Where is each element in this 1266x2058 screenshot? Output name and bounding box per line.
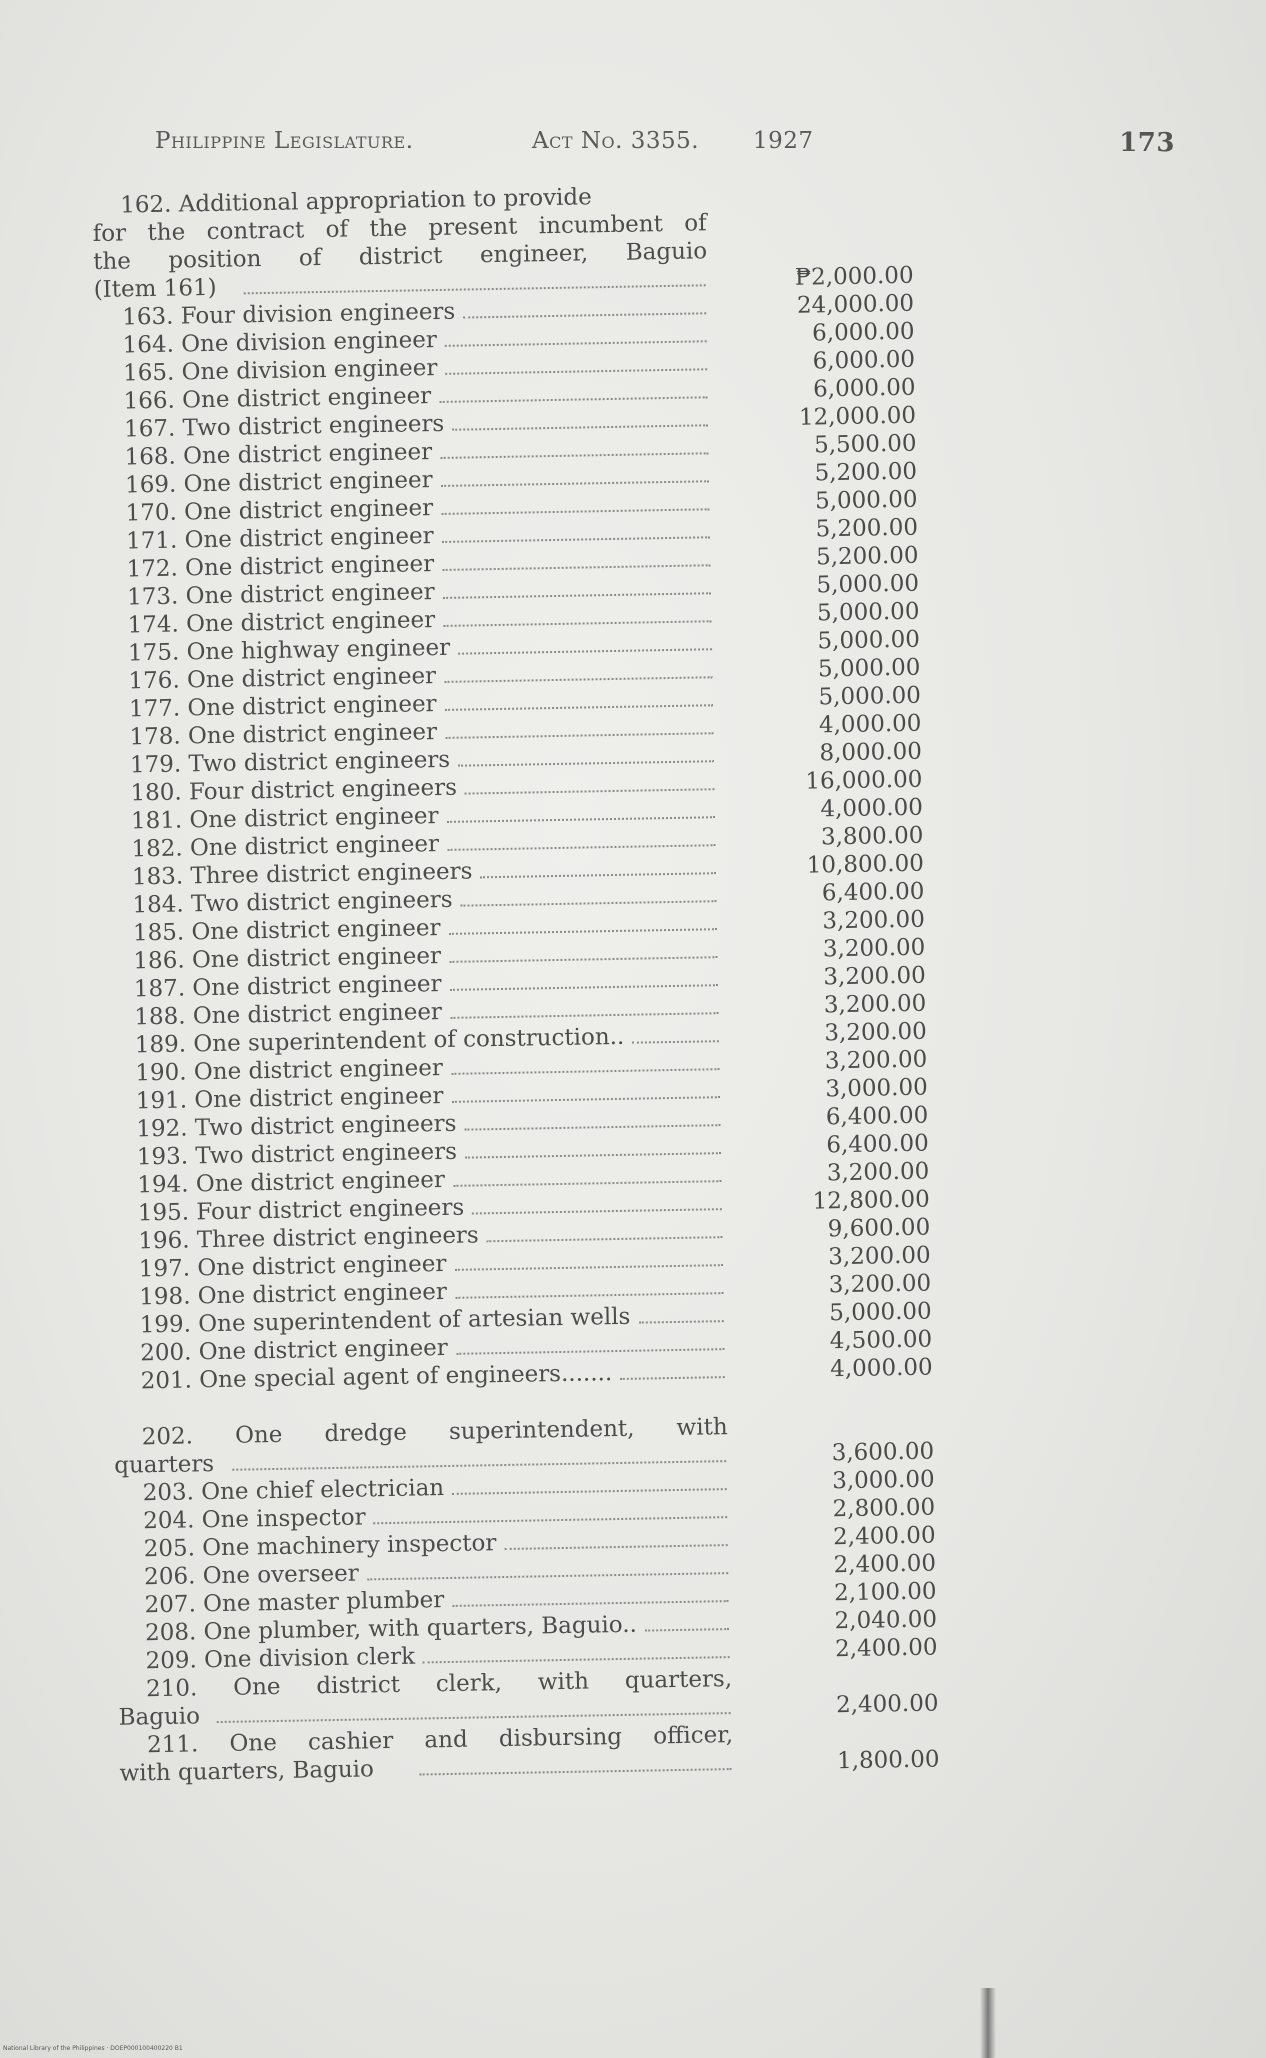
amount: 2,400.00 xyxy=(835,1690,939,1719)
dot-leader xyxy=(458,760,714,766)
amount: 2,400.00 xyxy=(833,1550,937,1579)
appropriation-list xyxy=(92,178,940,1787)
amount: 6,000.00 xyxy=(812,346,916,375)
amount: 12,800.00 xyxy=(812,1186,930,1215)
item-162-line-4: (Item 161) ₱2,000.00 xyxy=(93,262,914,303)
item-label: 171. One district engineer xyxy=(125,523,434,555)
amount: 5,200.00 xyxy=(815,542,919,571)
item-label: 181. One district engineer xyxy=(130,803,439,835)
dot-leader xyxy=(447,816,715,823)
item-label: 190. One district engineer xyxy=(135,1055,444,1087)
amount: 6,000.00 xyxy=(812,374,916,403)
dot-leader xyxy=(472,1208,722,1214)
dot-leader xyxy=(445,368,707,375)
item-label: 200. One district engineer xyxy=(140,1334,449,1367)
dot-leader xyxy=(367,1572,728,1580)
header-act: Act No. 3355. xyxy=(532,128,700,154)
amount: 6,000.00 xyxy=(811,318,915,347)
item-label: 178. One district engineer xyxy=(129,719,438,751)
dot-leader xyxy=(450,984,718,991)
item-label: 165. One division engineer xyxy=(122,355,438,387)
dot-leader xyxy=(440,396,708,403)
item-label: 198. One district engineer xyxy=(139,1278,448,1311)
dot-leader xyxy=(445,676,713,683)
amount: 3,000.00 xyxy=(831,1466,935,1495)
dot-leader xyxy=(443,592,711,599)
dot-leader xyxy=(645,1628,729,1631)
dot-leader xyxy=(442,508,710,515)
dot-leader xyxy=(453,1600,729,1607)
amount: 3,000.00 xyxy=(825,1074,928,1103)
item-211-line-2: with quarters, Baguio 1,800.00 xyxy=(119,1746,940,1787)
item-label: 167. Two district engineers xyxy=(123,410,445,443)
amount: 5,500.00 xyxy=(813,430,917,459)
dot-leader xyxy=(423,1656,730,1663)
item-210-line-1: 210. One district clerk, with quarters, xyxy=(145,1666,733,1703)
item-label: 163. Four division engineers xyxy=(121,298,456,331)
amount: 5,000.00 xyxy=(814,486,918,515)
amount: 5,000.00 xyxy=(817,626,921,655)
amount: 6,400.00 xyxy=(826,1130,929,1159)
item-210-line-2: Baguio 2,400.00 xyxy=(118,1690,939,1731)
dot-leader xyxy=(441,452,709,459)
amount: 3,200.00 xyxy=(823,990,927,1019)
amount: 8,000.00 xyxy=(819,738,923,767)
item-label: 192. Two district engineers xyxy=(136,1110,457,1143)
dot-leader xyxy=(452,1488,727,1495)
item-162-line-2: for the contract of the present incumbent of xyxy=(92,210,707,247)
item-label: 188. One district engineer xyxy=(134,999,443,1031)
dot-leader xyxy=(453,1180,721,1187)
item-label: 191. One district engineer xyxy=(135,1083,444,1115)
binding-shadow xyxy=(980,1988,996,2058)
header-year: 1927 xyxy=(753,128,814,154)
amount: 3,200.00 xyxy=(824,1018,928,1047)
item-label: 184. Two district engineers xyxy=(132,886,453,919)
amount: 9,600.00 xyxy=(827,1214,931,1243)
dot-leader xyxy=(445,340,707,347)
dot-leader xyxy=(455,1264,723,1271)
amount: 4,500.00 xyxy=(829,1326,933,1355)
amount: 3,200.00 xyxy=(822,906,926,935)
header-title: Philippine Legislature. xyxy=(155,128,414,154)
item-label: 207. One master plumber xyxy=(144,1587,445,1619)
item-label: 169. One district engineer xyxy=(124,467,433,499)
amount: 5,000.00 xyxy=(818,682,922,711)
item-label: 170. One district engineer xyxy=(125,495,434,527)
item-label: 164. One division engineer xyxy=(122,327,438,359)
amount: 5,200.00 xyxy=(814,458,918,487)
item-label: 196. Three district engineers xyxy=(138,1222,479,1255)
amount: 3,200.00 xyxy=(822,934,926,963)
dot-leader xyxy=(445,704,713,711)
amount: 3,800.00 xyxy=(820,822,924,851)
dot-leader xyxy=(465,788,715,794)
item-label: 166. One district engineer xyxy=(123,383,432,415)
page-number: 173 xyxy=(1119,128,1175,158)
item-label: 168. One district engineer xyxy=(124,439,433,471)
item-162-line-3: the position of district engineer, Baguio xyxy=(92,238,708,275)
item-label: 209. One division clerk xyxy=(145,1643,416,1675)
amount: 2,040.00 xyxy=(834,1606,938,1635)
dot-leader xyxy=(450,1012,718,1019)
dot-leader xyxy=(639,1320,724,1323)
dot-leader xyxy=(451,1068,719,1075)
amount: 2,100.00 xyxy=(833,1578,937,1607)
item-label: 204. One inspector xyxy=(142,1504,366,1535)
item-label: 183. Three district engineers xyxy=(131,858,473,891)
amount: 16,000.00 xyxy=(805,766,923,795)
item-label: 177. One district engineer xyxy=(128,691,437,723)
item-label: 208. One plumber, with quarters, Baguio.. xyxy=(144,1611,638,1647)
dot-leader xyxy=(456,1348,724,1355)
dot-leader xyxy=(463,312,706,318)
item-label: 195. Four district engineers xyxy=(137,1194,465,1227)
dot-leader xyxy=(464,1124,720,1130)
amount: 12,000.00 xyxy=(798,402,917,431)
dot-leader xyxy=(448,844,716,851)
item-label: 175. One highway engineer xyxy=(127,634,451,667)
item-label: 186. One district engineer xyxy=(133,943,442,975)
dot-leader xyxy=(443,564,711,571)
running-header xyxy=(155,128,1175,168)
item-label: 182. One district engineer xyxy=(131,831,440,863)
dot-leader xyxy=(455,1292,723,1299)
dot-leader xyxy=(373,1516,727,1524)
amount: 4,000.00 xyxy=(820,794,924,823)
amount: 5,000.00 xyxy=(829,1298,932,1327)
item-label: 172. One district engineer xyxy=(126,551,435,583)
dot-leader xyxy=(505,1544,728,1550)
dot-leader xyxy=(442,536,710,543)
item-202-line-2: quarters 3,600.00 xyxy=(114,1438,935,1479)
dot-leader xyxy=(486,1236,722,1242)
item-label: 176. One district engineer xyxy=(128,663,437,695)
amount: 3,200.00 xyxy=(823,962,927,991)
dot-leader xyxy=(452,1096,720,1103)
dot-leader xyxy=(217,1712,731,1723)
amount: 3,200.00 xyxy=(824,1046,928,1075)
amount: 3,200.00 xyxy=(826,1158,930,1187)
dot-leader xyxy=(452,424,708,430)
amount: 2,800.00 xyxy=(832,1494,936,1523)
dot-leader xyxy=(446,732,714,739)
amount: 10,800.00 xyxy=(806,850,925,879)
amount: 5,000.00 xyxy=(816,598,920,627)
item-label: 185. One district engineer xyxy=(132,915,441,947)
item-label: 199. One superintendent of artesian wells xyxy=(139,1303,631,1339)
amount: 5,000.00 xyxy=(816,570,920,599)
amount: 5,200.00 xyxy=(815,514,919,543)
dot-leader xyxy=(480,872,716,878)
dot-leader xyxy=(620,1376,725,1380)
amount: 4,000.00 xyxy=(830,1354,933,1383)
amount: 3,200.00 xyxy=(828,1270,932,1299)
dot-leader xyxy=(441,480,709,487)
dot-leader xyxy=(420,1768,732,1775)
item-label: 205. One machinery inspector xyxy=(143,1530,497,1563)
amount: 5,000.00 xyxy=(817,654,921,683)
amount: 3,200.00 xyxy=(828,1242,931,1271)
scan-footer: National Library of the Philippines · DOEP000100400220 B1 xyxy=(3,2045,183,2052)
amount: 2,400.00 xyxy=(834,1634,938,1663)
item-label: 180. Four district engineers xyxy=(130,774,458,807)
amount: 6,400.00 xyxy=(825,1102,929,1131)
item-label: 187. One district engineer xyxy=(133,971,442,1003)
item-label: 203. One chief electrician xyxy=(142,1475,445,1507)
dot-leader xyxy=(465,1152,721,1158)
item-label: 201. One special agent of engineers....... xyxy=(140,1360,613,1395)
amount: 2,400.00 xyxy=(832,1522,936,1551)
amount: ₱2,000.00 xyxy=(794,262,914,291)
item-162-line-1: 162. Additional appropriation to provide xyxy=(120,184,592,219)
item-label: 173. One district engineer xyxy=(126,579,435,611)
item-label: 194. One district engineer xyxy=(137,1166,446,1199)
dot-leader xyxy=(458,648,712,654)
dot-leader xyxy=(632,1040,719,1044)
item-label: 197. One district engineer xyxy=(138,1250,447,1283)
amount: 1,800.00 xyxy=(836,1746,940,1775)
amount: 6,400.00 xyxy=(821,878,925,907)
dot-leader xyxy=(232,1460,726,1471)
item-202-line-1: 202. One dredge superintendent, with xyxy=(141,1414,728,1451)
item-label: 206. One overseer xyxy=(143,1560,359,1591)
dot-leader xyxy=(444,620,712,627)
item-211-line-1: 211. One cashier and disbursing officer, xyxy=(146,1722,734,1759)
dot-leader xyxy=(449,928,717,935)
item-label: 189. One superintendent of construction.. xyxy=(134,1023,625,1059)
amount: 3,600.00 xyxy=(831,1438,935,1467)
item-label: 193. Two district engineers xyxy=(136,1138,458,1171)
amount: 4,000.00 xyxy=(818,710,922,739)
dot-leader xyxy=(460,900,716,906)
dot-leader xyxy=(449,956,717,963)
item-label: 179. Two district engineers xyxy=(129,746,451,779)
amount: 24,000.00 xyxy=(796,290,915,319)
item-label: 174. One district engineer xyxy=(127,607,436,639)
dot-leader xyxy=(244,284,706,294)
